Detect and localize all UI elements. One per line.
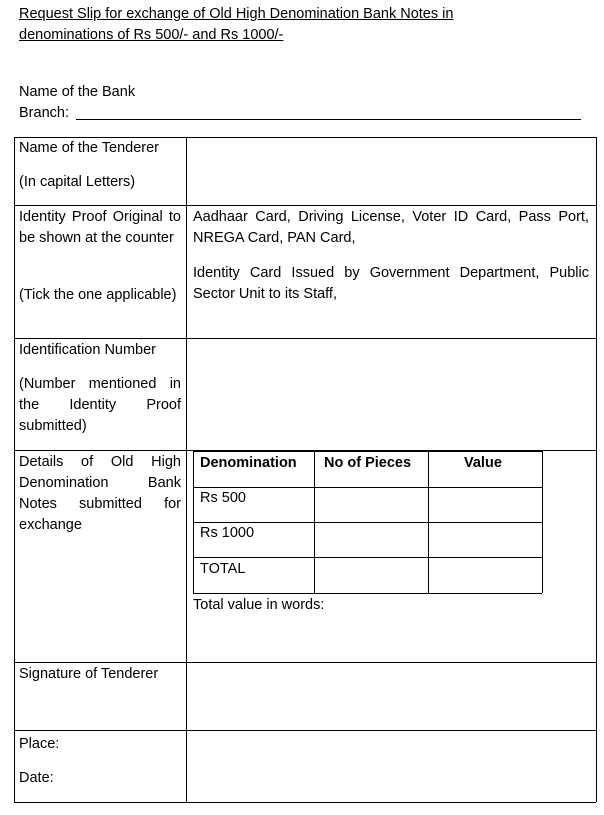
identity-proof-label: Identity Proof Original to be shown at the counter [19,209,181,246]
bank-branch-label-2: Branch: [19,105,69,121]
table-border-right [596,137,597,802]
denomination-header: Denomination [200,455,297,471]
tenderer-name-label: Name of the Tenderer [19,140,159,156]
subtable-border [542,451,543,593]
pieces-header: No of Pieces [324,455,412,471]
subtable-border [193,451,542,452]
pieces-500-field[interactable] [316,489,427,521]
form-title-line-2: denominations of Rs 500/- and Rs 1000/- [19,27,284,43]
pieces-1000-field[interactable] [316,524,427,556]
table-row-divider [14,730,596,731]
table-border-bottom [14,802,596,803]
table-row-divider [14,205,596,206]
total-value-words-label: Total value in words: [193,597,325,613]
identification-number-note: (Number mentioned in the Identity Proof submitted) [19,376,181,434]
subtable-border [193,593,542,594]
identification-number-field[interactable] [188,340,595,449]
subtable-border [314,451,315,593]
identity-proof-options-1[interactable]: Aadhaar Card, Driving License, Voter ID Card, Pass Port, NREGA Card, PAN Card, [193,209,589,246]
denomination-row-1000: Rs 1000 [200,525,255,541]
subtable-border [193,451,194,593]
bank-branch-input-line[interactable] [76,119,581,120]
table-row-divider [14,662,596,663]
value-total-field[interactable] [430,559,541,592]
tenderer-name-field[interactable] [188,139,595,204]
table-border-left [14,137,15,802]
identity-proof-options-2[interactable]: Identity Card Issued by Government Department, Public Sector Unit to its Staff, [193,265,589,302]
denomination-row-500: Rs 500 [200,490,246,506]
tenderer-name-note: (In capital Letters) [19,174,136,190]
signature-field[interactable] [188,664,595,729]
bank-branch-label-1: Name of the Bank [19,84,136,100]
table-row-divider [14,338,596,339]
signature-label: Signature of Tenderer [19,666,159,682]
identification-number-label: Identification Number [19,342,157,358]
table-column-divider [186,137,187,802]
subtable-border [428,451,429,593]
value-500-field[interactable] [430,489,541,521]
form-title [19,4,579,46]
value-header: Value [464,455,502,471]
identity-proof-note: (Tick the one applicable) [19,287,177,303]
notes-details-label: Details of Old High Denomination Bank Notes submitted for exchange [19,454,181,533]
form-title-line-1: Request Slip for exchange of Old High Denomination Bank Notes in [19,6,454,22]
subtable-border [193,557,542,558]
denomination-row-total: TOTAL [200,561,246,577]
place-date-field[interactable] [188,732,595,801]
pieces-total-field[interactable] [316,559,427,592]
value-1000-field[interactable] [430,524,541,556]
place-label: Place: [19,736,60,752]
date-label: Date: [19,770,54,786]
